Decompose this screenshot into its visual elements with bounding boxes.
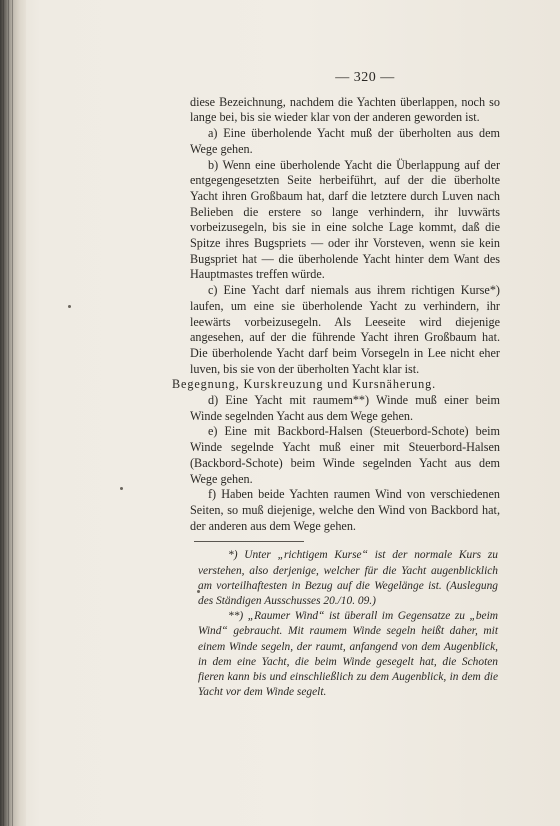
paper-speck bbox=[120, 487, 123, 490]
paragraph-rule-a: a) Eine überholende Yacht muß der überholten aus dem Wege gehen. bbox=[190, 126, 500, 156]
spine-line bbox=[8, 0, 9, 826]
paragraph-continuation: diese Bezeichnung, nachdem die Yachten überlappen, noch so lange bei, bis sie wieder klar von der anderen geworden ist. bbox=[190, 94, 500, 125]
page-number: — 320 — bbox=[335, 70, 395, 85]
paragraph-rule-f: f) Haben beide Yachten raumen Wind von verschiedenen Seiten, so muß diejenige, welche den Wind von Backbord hat, der anderen aus dem Wege gehen. bbox=[190, 487, 500, 533]
footnote-1: *) Unter „richtigem Kurse“ ist der normale Kurs zu verstehen, also derjenige, welcher für die Yacht augenblicklich am vorteilhaftesten in Bezug auf die Wegelänge ist. (Auslegung des Ständigen Ausschusses 20./10. 09.) bbox=[198, 549, 498, 607]
spine-line bbox=[3, 0, 4, 826]
section-heading: Begegnung, Kurskreuzung und Kursnäherung. bbox=[172, 377, 437, 392]
paragraph-rule-b: b) Wenn eine überholende Yacht die Überlappung auf der entgegengesetzten Seite herbeiführt, auf der die überholte Yacht ihren Großbaum hat, darf die letztere durch Luven nach Belieben die erstere so lange verhindern, ihr luvwärts vorbeizusegeln, bis sie in eine solche Lage kommt, daß die Spitze ihres Bugspriets — oder ihr Vorsteven, wenn sie kein Bugspriet hat — die überholende Yacht hinter dem Want des Hauptmastes treffen würde. bbox=[190, 157, 500, 282]
text-block bbox=[172, 70, 500, 700]
paper-speck bbox=[68, 305, 71, 308]
paragraph-rule-e: e) Eine mit Backbord-Halsen (Steuerbord-Schote) beim Winde segelnde Yacht muß einer mit Steuerbord-Halsen (Backbord-Schote) beim Winde segelnden Yacht aus dem Wege gehen. bbox=[190, 424, 500, 486]
paragraph-rule-c: c) Eine Yacht darf niemals aus ihrem richtigen Kurse*) laufen, um eine sie überholende Yacht zu verhindern, ihr leewärts vorbeizusegeln. Als Leeseite wird diejenige angesehen, auf der die führende Yacht ihren Großbaum hat. Die überholende Yacht darf beim Vorsegeln in Lee nicht eher luven, bis sie von der überholten Yacht klar ist. bbox=[190, 283, 500, 376]
footnote-divider bbox=[194, 541, 304, 542]
footnotes bbox=[198, 548, 498, 700]
paragraph-rule-d: d) Eine Yacht mit raumem**) Winde muß einer beim Winde segelnden Yacht aus dem Wege gehen. bbox=[190, 393, 500, 423]
footnote-2: **) „Raumer Wind“ ist überall im Gegensatze zu „beim Wind“ gebraucht. Mit raumem Winde segeln heißt daher, mit einem Winde segeln, der raumt, anfangend von dem Augenblick, in dem eine Yacht, die beim Winde gesegelt hat, die Schoten fieren kann bis und einschließlich zu dem Augenblick, in dem die Yacht vor dem Winde segelt. bbox=[198, 610, 498, 699]
spine-line bbox=[12, 0, 13, 826]
